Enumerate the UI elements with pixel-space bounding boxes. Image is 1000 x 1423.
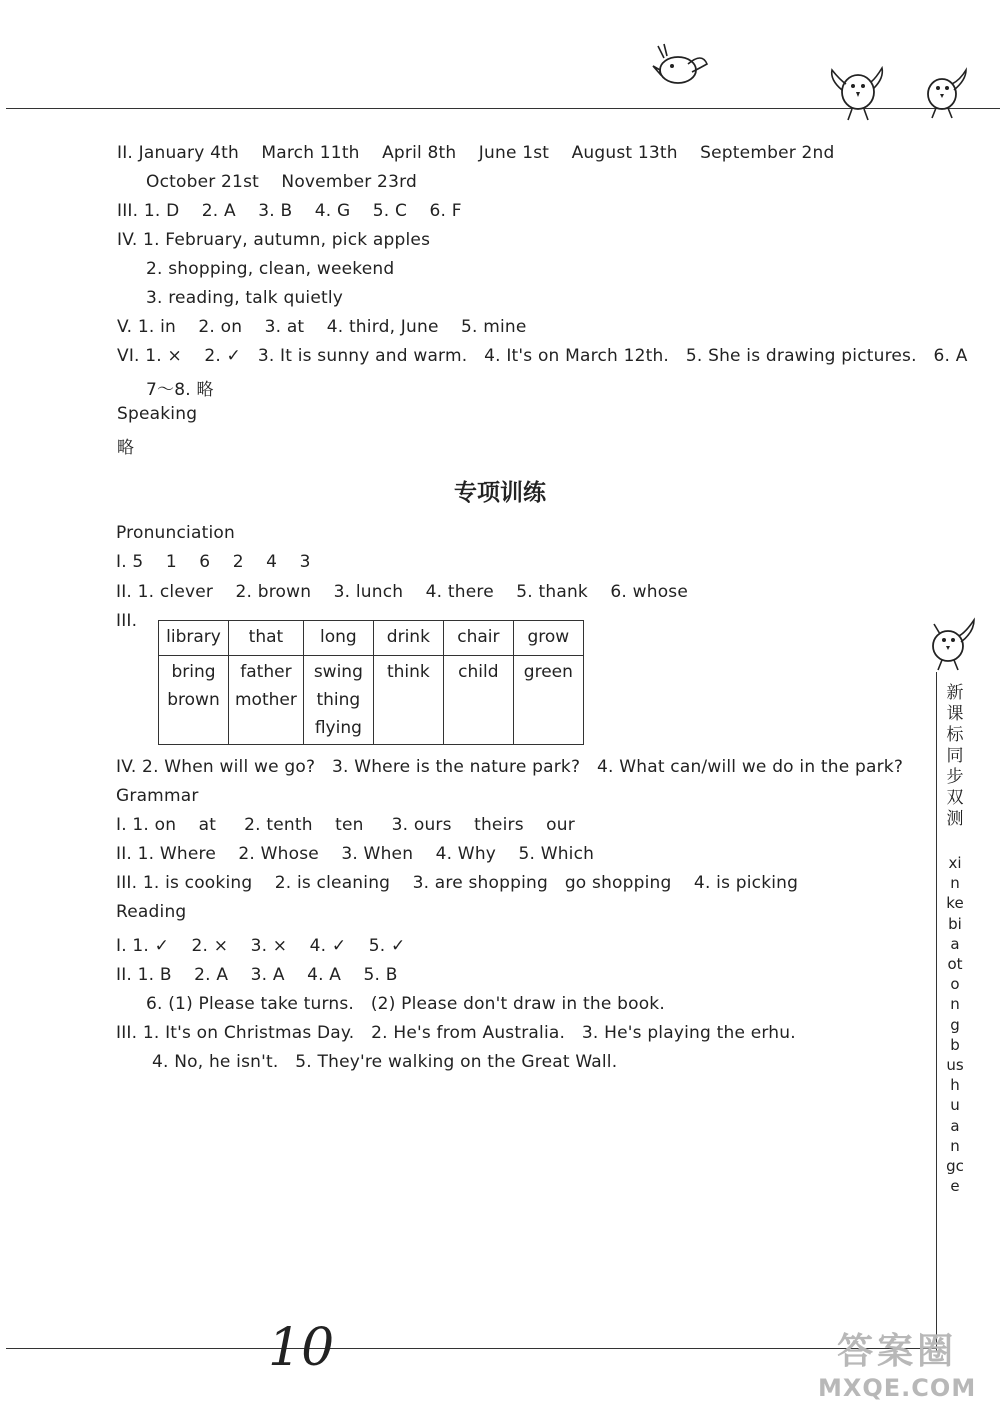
answer-line: III. 1. It's on Christmas Day. 2. He's from Australia. 3. He's playing the erhu. — [116, 1023, 796, 1043]
bird-icon — [924, 616, 978, 672]
answer-line: Grammar — [116, 786, 199, 806]
answer-line: Speaking — [117, 404, 198, 424]
bird-icon — [826, 62, 888, 124]
answer-line: V. 1. in 2. on 3. at 4. third, June 5. mine — [117, 317, 527, 337]
table-cell: swing thing flying — [303, 656, 373, 745]
answer-line: 2. shopping, clean, weekend — [146, 259, 395, 279]
answer-line: October 21st November 23rd — [146, 172, 417, 192]
bird-icon — [918, 66, 970, 122]
answer-line: 6. (1) Please take turns. (2) Please don't draw in the book. — [146, 994, 665, 1014]
table-header-cell: drink — [373, 621, 443, 656]
footer-rule — [6, 1348, 936, 1349]
table-header-cell: that — [229, 621, 304, 656]
answer-line: Pronunciation — [116, 523, 235, 543]
table-header-cell: library — [159, 621, 229, 656]
table-header-cell: chair — [443, 621, 513, 656]
answer-line: II. 1. clever 2. brown 3. lunch 4. there 5. thank 6. whose — [116, 582, 689, 602]
answer-line: 4. No, he isn't. 5. They're walking on the Great Wall. — [152, 1052, 618, 1072]
answer-line: 7～8. 略 — [146, 380, 214, 400]
watermark — [818, 1330, 976, 1402]
table-cell: father mother — [229, 656, 304, 745]
answer-line: 略 — [117, 438, 135, 458]
sound-table — [158, 620, 584, 745]
answer-line: III. 1. D 2. A 3. B 4. G 5. C 6. F — [117, 201, 462, 221]
answer-line: II. January 4th March 11th April 8th June 1st August 13th September 2nd — [117, 143, 835, 163]
section-title: 专项训练 — [454, 479, 546, 506]
bird-icon — [652, 42, 710, 90]
table-cell: think — [373, 656, 443, 745]
table-header-cell: long — [303, 621, 373, 656]
answer-line: I. 1. on at 2. tenth ten 3. ours theirs our — [116, 815, 575, 835]
answer-line: I. 5 1 6 2 4 3 — [116, 552, 311, 572]
sidebar-rule — [936, 672, 937, 1352]
answer-line: III. — [116, 611, 138, 631]
table-header-cell: grow — [513, 621, 583, 656]
table-cell: green — [513, 656, 583, 745]
sidebar-pinyin: xinkebiaotongbushuangce — [946, 854, 964, 1196]
table-cell: bring brown — [159, 656, 229, 745]
answer-line: II. 1. Where 2. Whose 3. When 4. Why 5. Which — [116, 844, 595, 864]
answer-line: III. 1. is cooking 2. is cleaning 3. are shopping go shopping 4. is picking — [116, 873, 799, 893]
answer-line: IV. 2. When will we go? 3. Where is the nature park? 4. What can/will we do in the park? — [116, 757, 904, 777]
sidebar-title: 新课标同步双测 — [946, 683, 964, 829]
answer-line: IV. 1. February, autumn, pick apples — [117, 230, 431, 250]
answer-line: Reading — [116, 902, 187, 922]
answer-line: II. 1. B 2. A 3. A 4. A 5. B — [116, 965, 398, 985]
answer-line: VI. 1. × 2. ✓ 3. It is sunny and warm. 4. It's on March 12th. 5. She is drawing pictures. 6. A — [117, 346, 968, 366]
watermark-en: MXQE.COM — [818, 1374, 977, 1402]
answer-line: I. 1. ✓ 2. × 3. × 4. ✓ 5. ✓ — [116, 936, 406, 956]
page-number: 10 — [268, 1318, 335, 1378]
answer-line: 3. reading, talk quietly — [146, 288, 344, 308]
watermark-cn: 答案圈 — [837, 1331, 958, 1372]
table-cell: child — [443, 656, 513, 745]
